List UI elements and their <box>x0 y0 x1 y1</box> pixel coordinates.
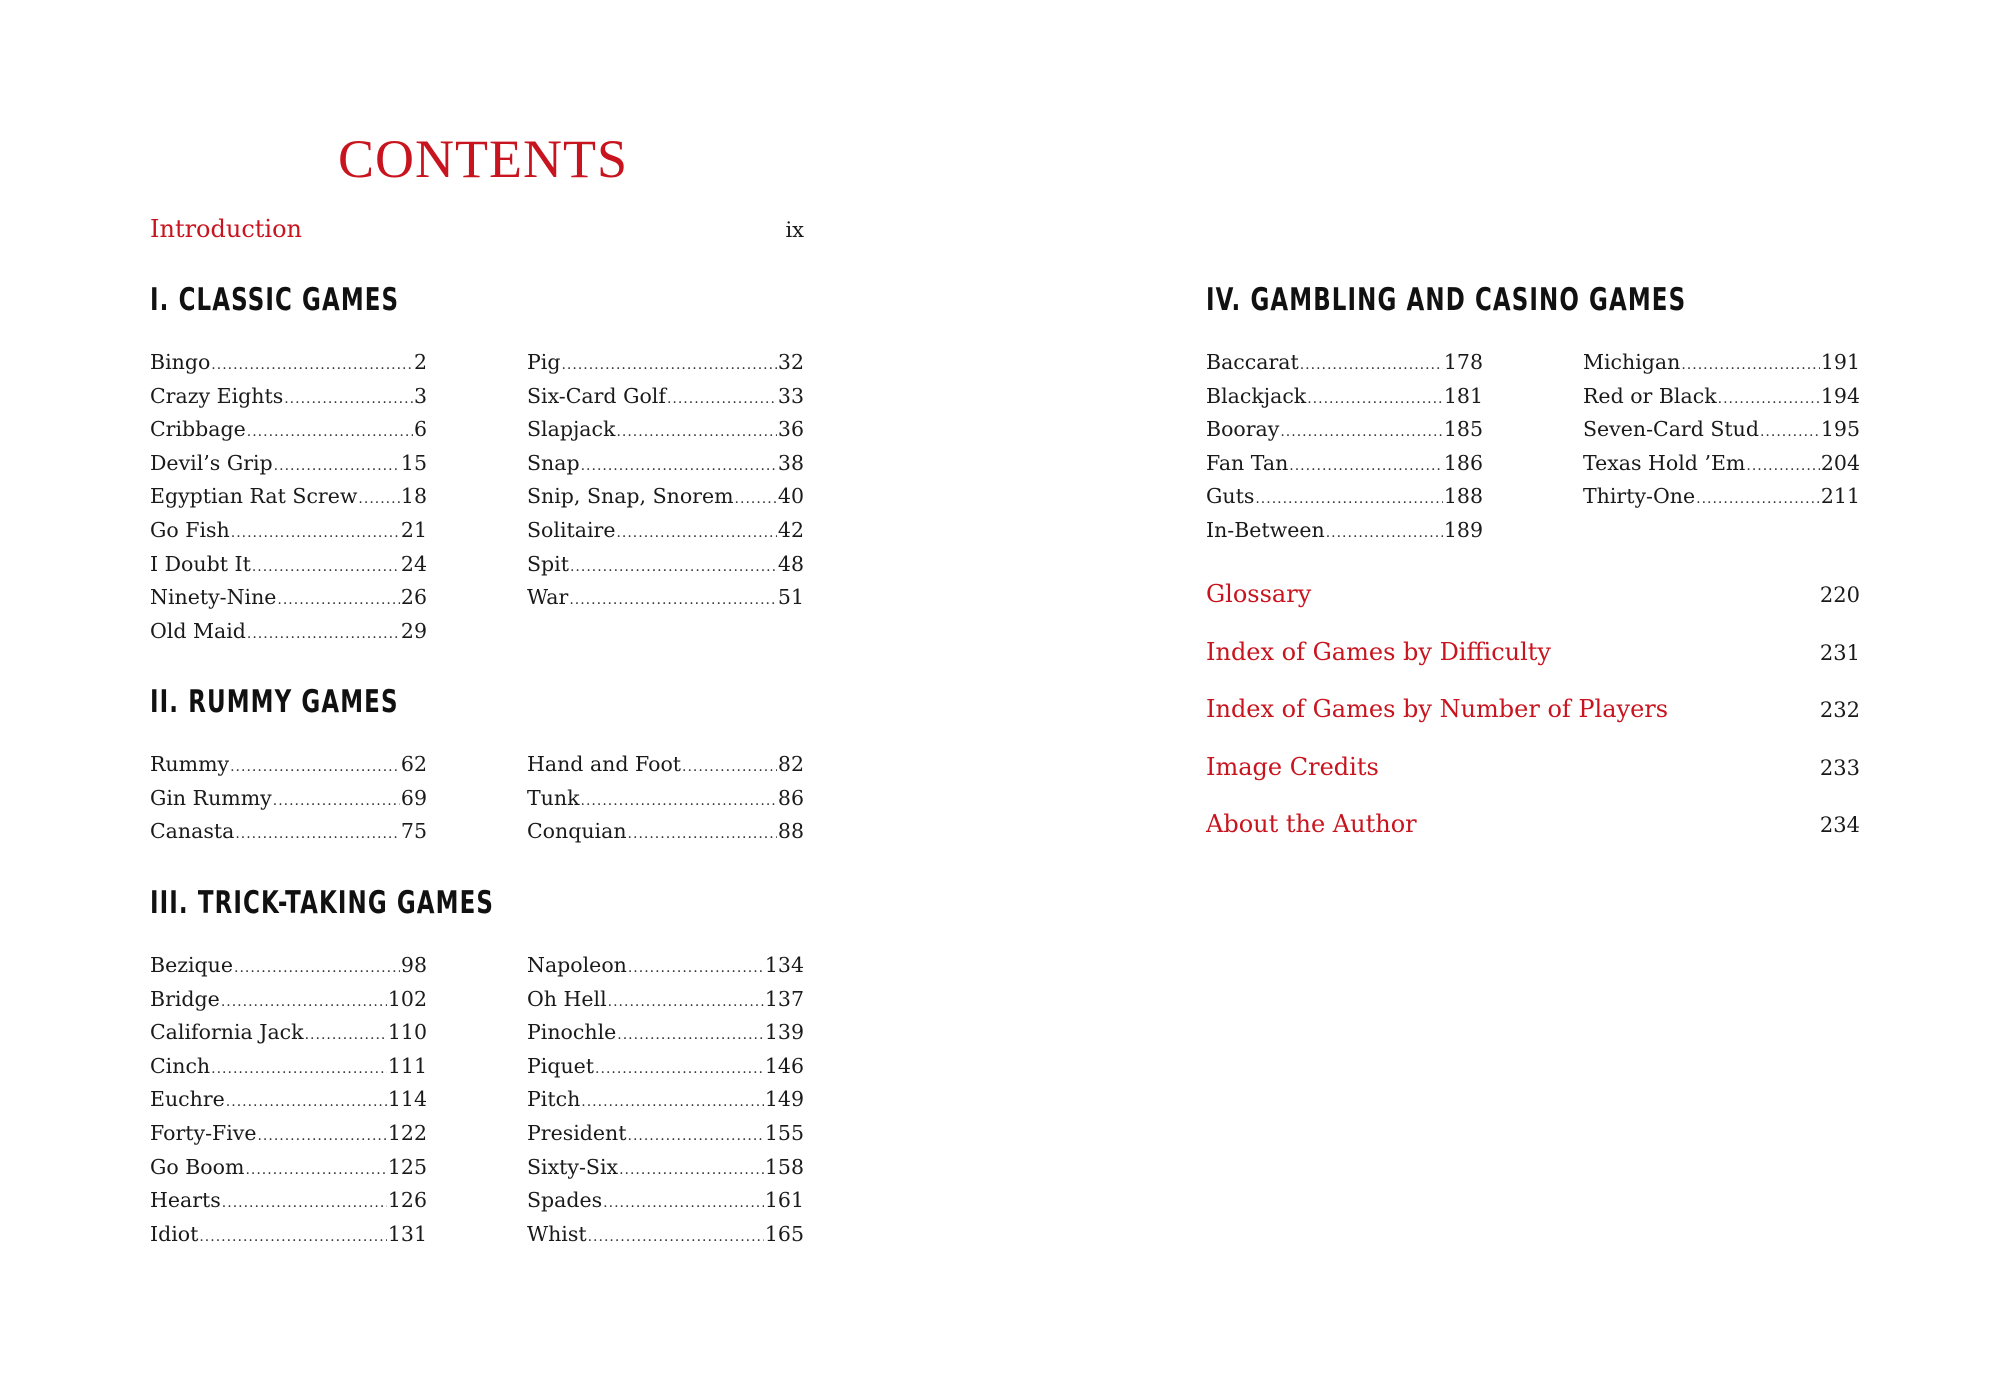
introduction-page: ix <box>785 218 804 242</box>
rummy-col-1 <box>150 752 427 853</box>
entry-name: War <box>527 585 569 610</box>
section-heading-classic: I. CLASSIC GAMES <box>150 282 400 318</box>
entry-name: Sixty-Six <box>527 1154 619 1179</box>
entry-name: Red or Black <box>1583 383 1717 408</box>
entry-page-number: 51 <box>777 585 804 610</box>
entry-name: Piquet <box>527 1053 595 1078</box>
entry-page-number: 2 <box>413 350 427 374</box>
toc-entry-canasta[interactable] <box>150 819 427 853</box>
toc-entry-cinch[interactable] <box>150 1054 427 1088</box>
toc-entry-slapjack[interactable] <box>527 417 804 451</box>
toc-entry-bingo[interactable] <box>150 350 427 384</box>
rummy-col-2 <box>527 752 804 853</box>
entry-page-number: 62 <box>400 752 427 776</box>
backmatter-page-number: 234 <box>1819 813 1860 837</box>
dot-leader <box>1307 391 1443 407</box>
entry-page-number: 32 <box>777 350 804 374</box>
dot-leader <box>252 559 400 575</box>
entry-name: Blackjack <box>1206 383 1307 408</box>
dot-leader <box>1760 424 1820 440</box>
entry-name: Slapjack <box>527 417 616 442</box>
dot-leader <box>1696 491 1820 507</box>
dot-leader <box>616 424 776 440</box>
entry-page-number: 86 <box>777 785 804 810</box>
entry-name: Old Maid <box>150 618 246 643</box>
entry-name: Booray <box>1206 417 1280 442</box>
entry-name: Whist <box>527 1221 587 1246</box>
toc-entry-baccarat[interactable] <box>1206 350 1483 384</box>
dot-leader <box>628 826 777 842</box>
dot-leader <box>619 1162 764 1178</box>
entry-page-number: 26 <box>400 585 427 610</box>
entry-page-number: 122 <box>387 1120 427 1145</box>
dot-leader <box>1289 458 1443 474</box>
toc-entry-booray[interactable] <box>1206 417 1483 451</box>
dot-leader <box>257 1128 386 1144</box>
dot-leader <box>581 793 777 809</box>
entry-name: Pig <box>527 350 561 374</box>
entry-page-number: 158 <box>764 1154 804 1179</box>
backmatter-entry-index-of-games-by-difficulty[interactable] <box>1206 638 1860 696</box>
dot-leader <box>1681 357 1820 373</box>
section-heading-gambling: IV. GAMBLING AND CASINO GAMES <box>1206 282 1687 318</box>
dot-leader <box>617 1027 764 1043</box>
dot-leader <box>247 626 400 642</box>
entry-page-number: 18 <box>400 484 427 509</box>
entry-page-number: 194 <box>1820 383 1860 408</box>
dot-leader <box>561 357 776 373</box>
entry-name: Crazy Eights <box>150 383 284 408</box>
entry-page-number: 204 <box>1820 450 1860 475</box>
dot-leader <box>667 391 777 407</box>
classic-col-1 <box>150 350 427 652</box>
entry-page-number: 15 <box>400 450 427 475</box>
entry-name: Six-Card Golf <box>527 383 666 408</box>
entry-page-number: 131 <box>387 1221 427 1246</box>
toc-entry-pinochle[interactable] <box>527 1020 804 1054</box>
dot-leader <box>608 994 764 1010</box>
toc-entry-snip-snap-snorem[interactable] <box>527 484 804 518</box>
section-heading-trick-taking: III. TRICK-TAKING GAMES <box>150 885 495 921</box>
gambling-col-2 <box>1583 350 1860 518</box>
entry-name: Bingo <box>150 350 211 374</box>
entry-page-number: 155 <box>764 1120 804 1145</box>
backmatter-entry-index-of-games-by-number-of-players[interactable] <box>1206 695 1860 753</box>
entry-page-number: 110 <box>387 1020 427 1045</box>
entry-page-number: 185 <box>1443 417 1483 442</box>
entry-page-number: 191 <box>1820 350 1860 374</box>
introduction-label: Introduction <box>150 215 302 243</box>
backmatter-list <box>1206 580 1860 868</box>
entry-name: President <box>527 1120 627 1145</box>
entry-page-number: 69 <box>400 785 427 810</box>
toc-entry-egyptian-rat-screw[interactable] <box>150 484 427 518</box>
toc-entry-seven-card-stud[interactable] <box>1583 417 1860 451</box>
gambling-col-1 <box>1206 350 1483 552</box>
dot-leader <box>628 960 764 976</box>
toc-entry-guts[interactable] <box>1206 484 1483 518</box>
entry-name: Spit <box>527 551 569 576</box>
toc-entry-go-boom[interactable] <box>150 1155 427 1189</box>
toc-entry-blackjack[interactable] <box>1206 384 1483 418</box>
backmatter-entry-image-credits[interactable] <box>1206 753 1860 811</box>
dot-leader <box>588 1229 764 1245</box>
entry-name: Oh Hell <box>527 986 607 1011</box>
entry-page-number: 188 <box>1443 484 1483 509</box>
dot-leader <box>1300 357 1443 373</box>
toc-entry-tunk[interactable] <box>527 786 804 820</box>
toc-entry-spit[interactable] <box>527 552 804 586</box>
entry-name: Go Fish <box>150 517 230 542</box>
entry-name: Texas Hold ’Em <box>1583 450 1746 475</box>
dot-leader <box>581 458 777 474</box>
entry-name: Baccarat <box>1206 350 1299 374</box>
backmatter-page-number: 232 <box>1819 698 1860 722</box>
section-heading-rummy: II. RUMMY GAMES <box>150 684 399 720</box>
entry-name: Spades <box>527 1188 603 1213</box>
entry-name: Go Boom <box>150 1154 245 1179</box>
entry-name: Michigan <box>1583 350 1681 374</box>
entry-name: Egyptian Rat Screw <box>150 484 358 509</box>
entry-page-number: 178 <box>1443 350 1483 374</box>
toc-entry-spades[interactable] <box>527 1188 804 1222</box>
entry-name: Conquian <box>527 819 627 844</box>
dot-leader <box>277 592 400 608</box>
toc-entry-michigan[interactable] <box>1583 350 1860 384</box>
toc-entry-euchre[interactable] <box>150 1087 427 1121</box>
dot-leader <box>1280 424 1443 440</box>
backmatter-label: Index of Games by Difficulty <box>1206 637 1551 666</box>
entry-page-number: 48 <box>777 551 804 576</box>
backmatter-page-number: 233 <box>1819 755 1860 780</box>
contents-title: CONTENTS <box>338 129 628 189</box>
entry-page-number: 6 <box>413 417 427 442</box>
entry-name: Hand and Foot <box>527 752 682 776</box>
entry-name: Devil’s Grip <box>150 450 273 475</box>
dot-leader <box>221 994 387 1010</box>
dot-leader <box>570 559 777 575</box>
dot-leader <box>628 1128 764 1144</box>
toc-entry-whist[interactable] <box>527 1222 804 1256</box>
toc-entry-bridge[interactable] <box>150 987 427 1021</box>
entry-name: Bezique <box>150 953 234 977</box>
dot-leader <box>735 491 777 507</box>
entry-name: Pinochle <box>527 1020 617 1045</box>
entry-name: Forty-Five <box>150 1120 257 1145</box>
entry-page-number: 195 <box>1820 417 1860 442</box>
dot-leader <box>273 793 400 809</box>
entry-page-number: 146 <box>764 1053 804 1078</box>
entry-name: Euchre <box>150 1087 225 1112</box>
toc-entry-sixty-six[interactable] <box>527 1155 804 1189</box>
entry-name: In-Between <box>1206 517 1325 542</box>
classic-col-2 <box>527 350 804 619</box>
toc-entry-thirty-one[interactable] <box>1583 484 1860 518</box>
entry-page-number: 211 <box>1820 484 1860 509</box>
dot-leader <box>581 1094 764 1110</box>
dot-leader <box>603 1195 764 1211</box>
entry-page-number: 165 <box>764 1221 804 1246</box>
entry-name: Hearts <box>150 1188 221 1213</box>
entry-page-number: 33 <box>777 383 804 408</box>
entry-page-number: 189 <box>1443 517 1483 542</box>
dot-leader <box>1255 491 1443 507</box>
entry-page-number: 137 <box>764 986 804 1011</box>
toc-entry-war[interactable] <box>527 585 804 619</box>
entry-page-number: 111 <box>387 1053 427 1078</box>
entry-page-number: 29 <box>400 618 427 643</box>
entry-page-number: 21 <box>400 517 427 542</box>
dot-leader <box>595 1061 764 1077</box>
dot-leader <box>284 391 413 407</box>
dot-leader <box>569 592 777 608</box>
toc-entry-ninety-nine[interactable] <box>150 585 427 619</box>
entry-page-number: 98 <box>400 953 427 977</box>
backmatter-label: Image Credits <box>1206 752 1379 781</box>
backmatter-page-number: 231 <box>1819 640 1860 665</box>
trick-col-2 <box>527 953 804 1255</box>
toc-entry-oh-hell[interactable] <box>527 987 804 1021</box>
entry-page-number: 24 <box>400 551 427 576</box>
dot-leader <box>1746 458 1819 474</box>
backmatter-entry-about-the-author[interactable] <box>1206 810 1860 868</box>
entry-page-number: 3 <box>413 383 427 408</box>
entry-name: Tunk <box>527 785 580 810</box>
entry-name: Solitaire <box>527 517 616 542</box>
entry-name: Gin Rummy <box>150 785 272 810</box>
entry-page-number: 36 <box>777 417 804 442</box>
entry-page-number: 181 <box>1443 383 1483 408</box>
dot-leader <box>305 1027 387 1043</box>
dot-leader <box>1718 391 1820 407</box>
toc-entry-forty-five[interactable] <box>150 1121 427 1155</box>
entry-page-number: 126 <box>387 1188 427 1213</box>
toc-entry-red-or-black[interactable] <box>1583 384 1860 418</box>
entry-name: Fan Tan <box>1206 450 1289 475</box>
toc-entry-crazy-eights[interactable] <box>150 384 427 418</box>
toc-entry-cribbage[interactable] <box>150 417 427 451</box>
backmatter-page-number: 220 <box>1819 583 1860 607</box>
entry-page-number: 102 <box>387 986 427 1011</box>
dot-leader <box>211 1061 387 1077</box>
dot-leader <box>358 491 399 507</box>
entry-page-number: 114 <box>387 1087 427 1112</box>
dot-leader <box>230 759 400 775</box>
trick-col-1 <box>150 953 427 1255</box>
entry-page-number: 40 <box>777 484 804 509</box>
dot-leader <box>234 960 400 976</box>
entry-name: Snip, Snap, Snorem <box>527 484 734 509</box>
backmatter-label: Index of Games by Number of Players <box>1206 695 1669 723</box>
toc-entry-six-card-golf[interactable] <box>527 384 804 418</box>
entry-name: Canasta <box>150 819 235 844</box>
toc-entry-hand-and-foot[interactable] <box>527 752 804 786</box>
entry-name: Cribbage <box>150 417 246 442</box>
dot-leader <box>245 1162 386 1178</box>
toc-entry-devil-s-grip[interactable] <box>150 451 427 485</box>
toc-entry-bezique[interactable] <box>150 953 427 987</box>
toc-entry-california-jack[interactable] <box>150 1020 427 1054</box>
toc-entry-president[interactable] <box>527 1121 804 1155</box>
entry-name: California Jack <box>150 1020 304 1045</box>
introduction-entry[interactable] <box>150 215 804 249</box>
toc-entry-pig[interactable] <box>527 350 804 384</box>
backmatter-label: Glossary <box>1206 580 1312 608</box>
entry-page-number: 88 <box>777 819 804 844</box>
entry-name: Thirty-One <box>1583 484 1696 509</box>
toc-entry-snap[interactable] <box>527 451 804 485</box>
entry-name: Bridge <box>150 986 220 1011</box>
dot-leader <box>235 826 400 842</box>
right-page <box>1000 0 2000 1400</box>
entry-page-number: 82 <box>777 752 804 776</box>
entry-name: I Doubt It <box>150 551 251 576</box>
toc-entry-piquet[interactable] <box>527 1054 804 1088</box>
dot-leader <box>1326 525 1443 541</box>
entry-name: Seven-Card Stud <box>1583 417 1759 442</box>
entry-name: Napoleon <box>527 953 627 977</box>
entry-name: Cinch <box>150 1053 211 1078</box>
entry-page-number: 42 <box>777 517 804 542</box>
entry-page-number: 139 <box>764 1020 804 1045</box>
dot-leader <box>199 1229 387 1245</box>
dot-leader <box>231 525 400 541</box>
dot-leader <box>274 458 400 474</box>
toc-entry-pitch[interactable] <box>527 1087 804 1121</box>
toc-entry-in-between[interactable] <box>1206 518 1483 552</box>
entry-page-number: 161 <box>764 1188 804 1213</box>
toc-entry-go-fish[interactable] <box>150 518 427 552</box>
dot-leader <box>247 424 413 440</box>
entry-name: Rummy <box>150 752 230 776</box>
dot-leader <box>226 1094 387 1110</box>
toc-entry-gin-rummy[interactable] <box>150 786 427 820</box>
entry-name: Snap <box>527 450 580 475</box>
dot-leader <box>222 1195 387 1211</box>
toc-entry-solitaire[interactable] <box>527 518 804 552</box>
toc-entry-hearts[interactable] <box>150 1188 427 1222</box>
entry-page-number: 38 <box>777 450 804 475</box>
entry-name: Pitch <box>527 1087 581 1112</box>
toc-entry-i-doubt-it[interactable] <box>150 552 427 586</box>
dot-leader <box>616 525 776 541</box>
entry-name: Ninety-Nine <box>150 585 277 610</box>
toc-entry-conquian[interactable] <box>527 819 804 853</box>
backmatter-label: About the Author <box>1206 810 1417 838</box>
toc-entry-fan-tan[interactable] <box>1206 451 1483 485</box>
entry-page-number: 75 <box>400 819 427 844</box>
dot-leader <box>682 759 777 775</box>
dot-leader <box>211 357 413 373</box>
entry-page-number: 125 <box>387 1154 427 1179</box>
toc-entry-texas-hold-em[interactable] <box>1583 451 1860 485</box>
entry-page-number: 149 <box>764 1087 804 1112</box>
backmatter-entry-glossary[interactable] <box>1206 580 1860 638</box>
toc-entry-rummy[interactable] <box>150 752 427 786</box>
entry-page-number: 134 <box>764 953 804 977</box>
entry-page-number: 186 <box>1443 450 1483 475</box>
toc-entry-old-maid[interactable] <box>150 619 427 653</box>
toc-entry-idiot[interactable] <box>150 1222 427 1256</box>
entry-name: Idiot <box>150 1221 199 1246</box>
entry-name: Guts <box>1206 484 1255 509</box>
toc-entry-napoleon[interactable] <box>527 953 804 987</box>
